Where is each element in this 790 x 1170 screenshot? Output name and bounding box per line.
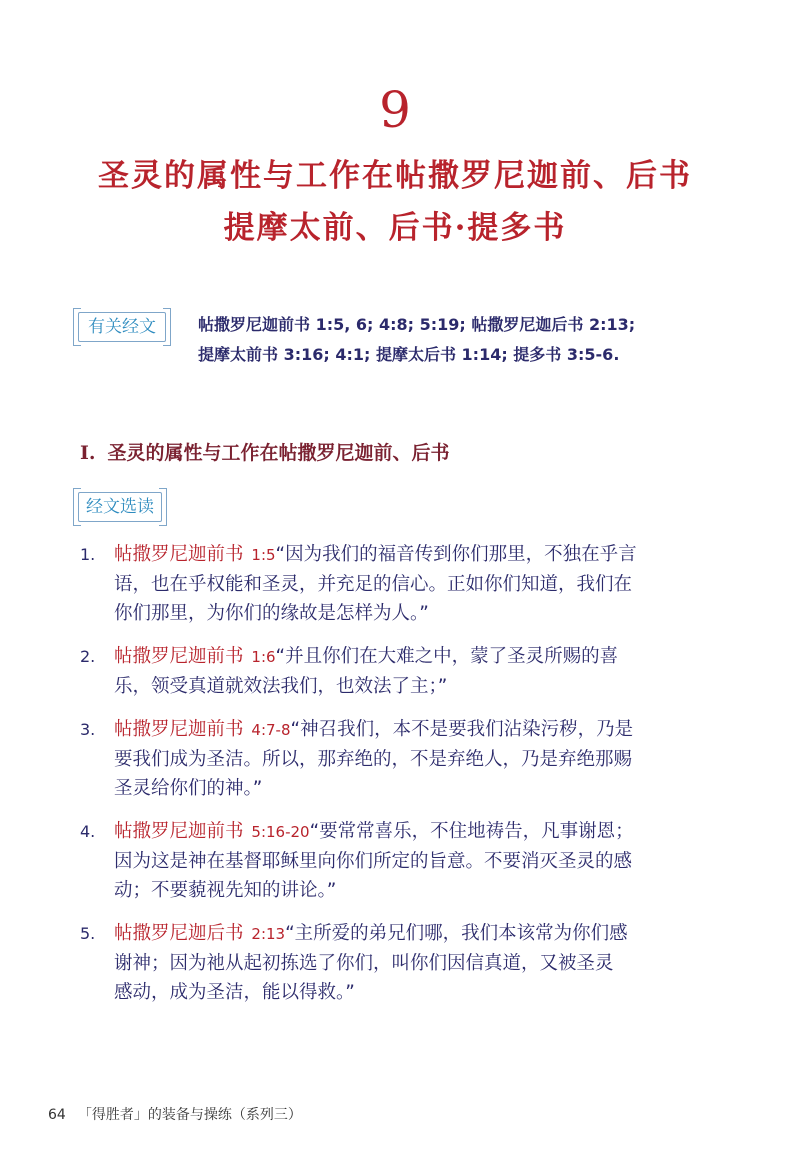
related-references-line-1: 帖撒罗尼迦前书 1:5, 6; 4:8; 5:19; 帖撒罗尼迦后书 2:13; [198, 315, 636, 334]
verse-item [80, 715, 730, 803]
verse-book: 帖撒罗尼迦前书 [114, 646, 244, 667]
verse-number: 2. [80, 647, 96, 666]
verse-item [80, 817, 730, 905]
verse-book: 帖撒罗尼迦后书 [114, 923, 244, 944]
verse-line: 感动，成为圣洁，能以得救。” [114, 982, 355, 1003]
verse-number: 4. [80, 822, 96, 841]
section-title: 圣灵的属性与工作在帖撒罗尼迦前、后书 [107, 442, 450, 464]
verse-line [114, 642, 730, 672]
verse-number: 5. [80, 924, 96, 943]
related-references-line-2: 提摩太前书 3:16; 4:1; 提摩太后书 1:14; 提多书 3:5-6. [198, 345, 620, 364]
verse-reference: 5:16-20 [251, 823, 310, 841]
chapter-title-line-2: 提摩太前、后书·提多书 [223, 210, 567, 246]
verse-line [114, 540, 730, 570]
verse-line: 因为这是神在基督耶稣里向你们所定的旨意。不要消灭圣灵的感 [114, 851, 633, 872]
verse-item [80, 540, 730, 628]
section-heading [80, 438, 450, 465]
section-numeral: I. [80, 442, 96, 464]
related-scripture-tag: 有关经文 [78, 312, 166, 342]
chapter-title-line-1: 圣灵的属性与工作在帖撒罗尼迦前、后书 [98, 158, 692, 194]
verse-reference: 1:5 [251, 546, 276, 564]
verse-number: 1. [80, 545, 96, 564]
verse-reference: 2:13 [251, 925, 286, 943]
verse-line: 动；不要藐视先知的讲论。” [114, 880, 337, 901]
verse-line [114, 715, 730, 745]
page-number: 64 [48, 1107, 66, 1123]
verse-list [80, 540, 730, 1021]
verse-text: “神召我们，本不是要我们沾染污秽，乃是 [290, 719, 634, 740]
chapter-title [0, 150, 790, 254]
book-title: 「得胜者」的装备与操练（系列三） [77, 1107, 302, 1123]
verse-line: 乐，领受真道就效法我们，也效法了主；” [114, 676, 448, 697]
verse-text: “并且你们在大难之中，蒙了圣灵所赐的喜 [275, 646, 619, 667]
verse-line [114, 817, 730, 847]
verse-item [80, 919, 730, 1007]
chapter-number: 9 [379, 81, 411, 139]
verse-text: “要常常喜乐，不住地祷告，凡事谢恩； [309, 821, 634, 842]
verse-book: 帖撒罗尼迦前书 [114, 544, 244, 565]
verse-line: 语，也在乎权能和圣灵，并充足的信心。正如你们知道，我们在 [114, 574, 633, 595]
verse-book: 帖撒罗尼迦前书 [114, 719, 244, 740]
verse-reference: 1:6 [251, 648, 276, 666]
verse-text: “主所爱的弟兄们哪，我们本该常为你们感 [285, 923, 628, 944]
verse-number: 3. [80, 720, 96, 739]
scripture-reading-tag: 经文选读 [78, 492, 162, 522]
page-footer [48, 1104, 302, 1124]
verse-reference: 4:7-8 [251, 721, 291, 739]
verse-line: 要我们成为圣洁。所以，那弃绝的，不是弃绝人，乃是弃绝那赐 [114, 749, 633, 770]
verse-line: 圣灵给你们的神。” [114, 778, 263, 799]
verse-line [114, 919, 730, 949]
verse-line: 你们那里，为你们的缘故是怎样为人。” [114, 603, 429, 624]
verse-text: “因为我们的福音传到你们那里，不独在乎言 [275, 544, 637, 565]
related-scripture-references [198, 310, 758, 370]
verse-book: 帖撒罗尼迦前书 [114, 821, 244, 842]
verse-item [80, 642, 730, 701]
verse-line: 谢神；因为祂从起初拣选了你们，叫你们因信真道，又被圣灵 [114, 953, 614, 974]
